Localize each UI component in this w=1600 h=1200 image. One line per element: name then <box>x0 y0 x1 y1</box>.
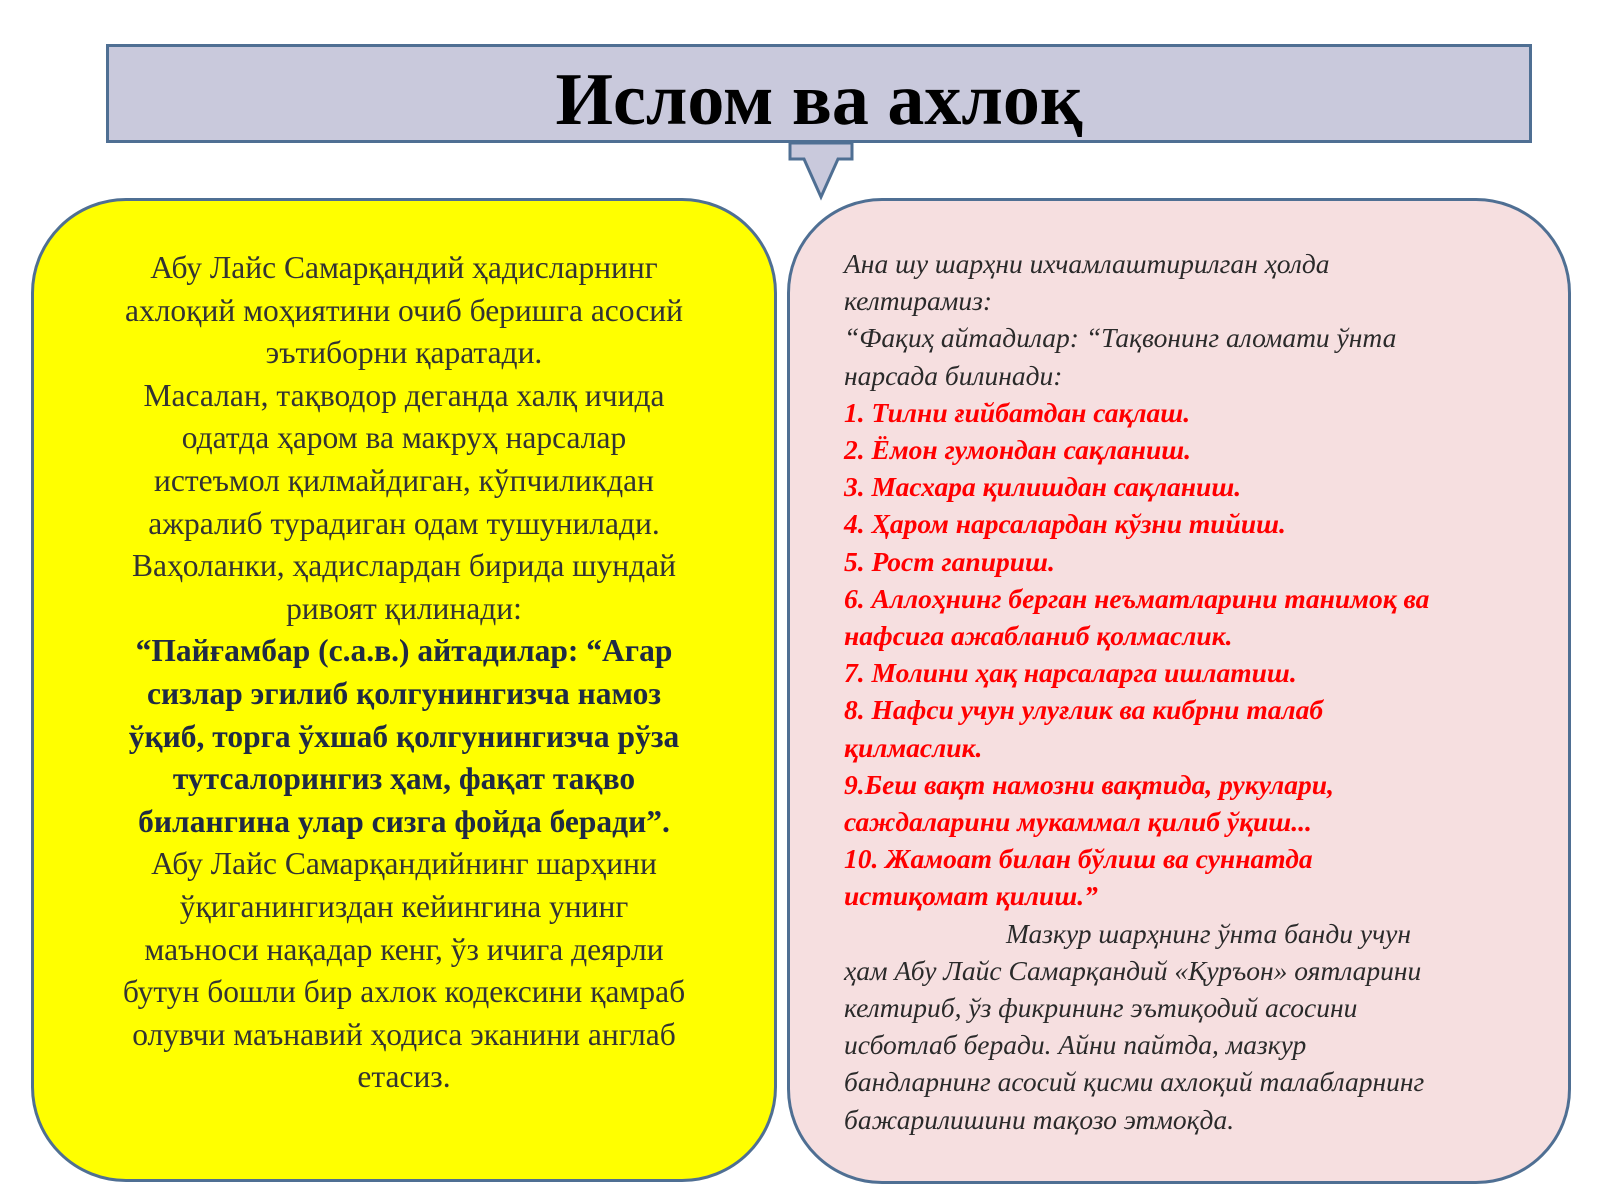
taqwa-sign-item: истиқомат қилиш.” <box>844 880 1098 912</box>
left-intro-line: Абу Лайс Самарқандий ҳадисларнинг <box>150 250 658 285</box>
taqwa-sign-item: 2. Ёмон гумондан сақланиш. <box>844 434 1192 466</box>
left-intro-line: ривоят қилинади: <box>286 590 522 626</box>
right-conclusion-line: бажарилишини тақозо этмоқда. <box>844 1103 1235 1135</box>
left-intro-line: ажралиб турадиган одам тушунилади. <box>148 505 660 541</box>
right-conclusion-line: исботлаб беради. Айни пайтда, мазкур <box>844 1029 1307 1061</box>
left-outro-line: Абу Лайс Самарқандийнинг шарҳини <box>151 846 657 882</box>
taqwa-sign-item: 1. Тилни ғийбатдан сақлаш. <box>844 396 1191 428</box>
hadith-quote-line: билангина улар сизга фойда беради”. <box>138 803 670 839</box>
taqwa-sign-item: 4. Ҳаром нарсалардан кўзни тийиш. <box>844 508 1286 540</box>
right-conclusion-line: бандларнинг асосий қисми ахлоқий талабларнинг <box>844 1066 1425 1098</box>
left-intro-line: ахлоқий моҳиятини очиб беришга асосий <box>124 292 684 328</box>
left-outro-line: маъноси нақадар кенг, ўз ичига деярли <box>144 931 664 967</box>
taqwa-sign-item: 10. Жамоат билан бўлиш ва суннатда <box>844 843 1313 875</box>
taqwa-sign-item: 7. Молини ҳақ нарсаларга ишлатиш. <box>844 657 1297 689</box>
right-conclusion-line: келтириб, ўз фикрининг эътиқодий асосини <box>844 992 1358 1024</box>
taqwa-sign-item: 9.Беш вақт намозни вақтида, рукулари, <box>844 768 1334 800</box>
left-intro-line: Масалан, тақводор деганда халқ ичида <box>143 377 665 413</box>
left-outro-line: ўқиганингиздан кейингина унинг <box>179 888 629 924</box>
left-outro-line: бутун бошли бир ахлок кодексини қамраб <box>122 974 686 1010</box>
right-panel <box>787 198 1571 1184</box>
title-banner <box>106 44 1532 143</box>
taqwa-sign-item: 6. Аллоҳнинг берган неъматларини танимоқ ва <box>844 582 1430 614</box>
left-outro-line: етасиз. <box>357 1059 451 1095</box>
right-intro-line: Ана шу шарҳни ихчамлаштирилган ҳолда <box>844 248 1330 279</box>
taqwa-sign-item: қилмаслик. <box>844 731 983 763</box>
left-outro-line: олувчи маънавий ҳодиса эканини англаб <box>132 1016 676 1052</box>
taqwa-sign-item: 3. Масхара қилишдан сақланиш. <box>844 471 1242 503</box>
right-intro-line: нарсада билинади: <box>844 359 1063 391</box>
hadith-quote-line: “Пайғамбар (с.а.в.) айтадилар: “Агар <box>135 633 673 669</box>
hadith-quote-line: тутсалорингиз ҳам, фақат тақво <box>172 761 636 797</box>
taqwa-sign-item: нафсига ажабланиб қолмаслик. <box>844 620 1233 652</box>
taqwa-sign-item: 5. Рост гапириш. <box>844 545 1055 577</box>
page-title: Ислом ва ахлоқ <box>555 58 1083 141</box>
left-intro-line: одатда ҳаром ва макруҳ нарсалар <box>181 420 627 456</box>
hadith-quote-line: ўқиб, торга ўхшаб қолгунингизча рўза <box>128 718 680 754</box>
right-conclusion-line: Мазкур шарҳнинг ўнта банди учун <box>1006 917 1412 949</box>
taqwa-sign-item: 8. Нафси учун улуғлик ва кибрни талаб <box>844 694 1324 726</box>
hadith-quote-line: сизлар эгилиб қолгунингизча намоз <box>147 675 661 711</box>
left-intro-line: истеъмол қилмайдиган, кўпчиликдан <box>154 462 654 498</box>
right-intro-line: “Фақиҳ айтадилар: “Тақвонинг аломати ўнта <box>844 322 1397 354</box>
left-intro-line: Ваҳоланки, ҳадислардан бирида шундай <box>131 548 677 584</box>
left-panel <box>31 198 777 1182</box>
down-arrow-icon <box>776 141 866 201</box>
taqwa-sign-item: саждаларини мукаммал қилиб ўқиш... <box>844 806 1312 838</box>
left-intro-line: эътиборни қаратади. <box>265 335 543 371</box>
right-conclusion-line: ҳам Абу Лайс Самарқандий «Қуръон» оятларини <box>844 954 1422 986</box>
right-intro-line: келтирамиз: <box>844 285 992 317</box>
